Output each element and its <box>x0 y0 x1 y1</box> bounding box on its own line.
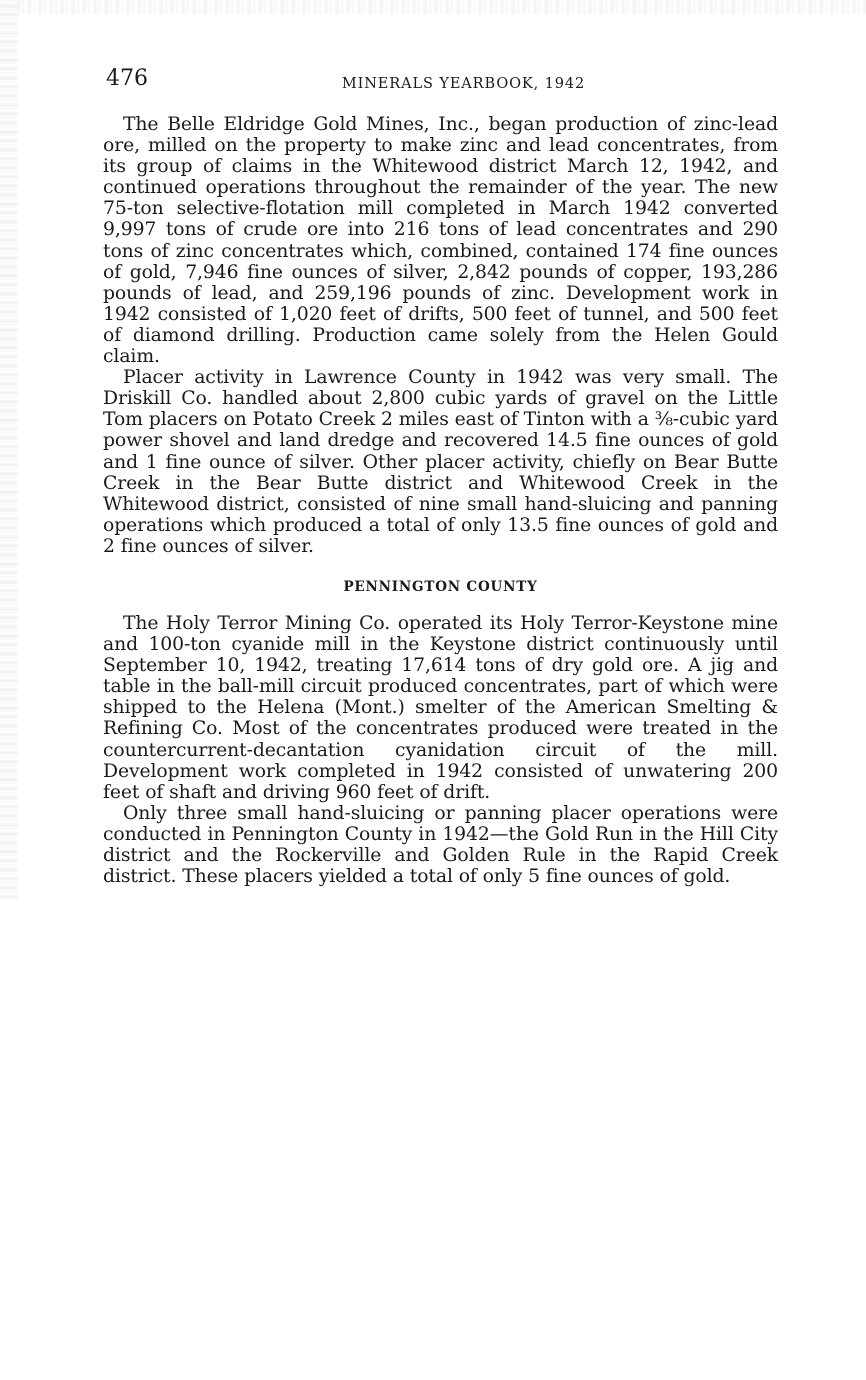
paragraph-pennington-placer: Only three small hand-sluicing or panning placer operations were conducted in Pennington County in 1942—the Gold Run in the Hill City district and the Rockerville and Golden Rule in the Rapid Creek district. These placers yielded a total of only 5 fine ounces of gold. <box>103 802 778 888</box>
document-page <box>103 66 778 887</box>
scan-noise-left-edge <box>0 0 18 900</box>
paragraph-lawrence-placer: Placer activity in Lawrence County in 1942 was very small. The Driskill Co. handled about 2,800 cubic yards of gravel on the Little Tom placers on Potato Creek 2 miles east of Tinton with a ⅜-cubic yard power shovel and land dredge and recovered 14.5 fine ounces of gold and 1 fine ounce of silver. Other placer activity, chiefly on Bear Butte Creek in the Bear Butte district and Whitewood Creek in the Whitewood district, consisted of nine small hand-sluicing and panning operations which produced a total of only 13.5 fine ounces of gold and 2 fine ounces of silver. <box>103 367 778 557</box>
running-title: MINERALS YEARBOOK, 1942 <box>341 76 586 92</box>
paragraph-belle-eldridge: The Belle Eldridge Gold Mines, Inc., began production of zinc-lead ore, milled on the property to make zinc and lead concentrates, from its group of claims in the Whitewood district March 12, 1942, and continued operations throughout the remainder of the year. The new 75-ton selective-flotation mill completed in March 1942 converted 9,997 tons of crude ore into 216 tons of lead concentrates and 290 tons of zinc concentrates which, combined, contained 174 fine ounces of gold, 7,946 fine ounces of silver, 2,842 pounds of copper, 193,286 pounds of lead, and 259,196 pounds of zinc. Development work in 1942 consisted of 1,020 feet of drifts, 500 feet of tunnel, and 500 feet of diamond drilling. Production came solely from the Helen Gould claim. <box>103 114 778 368</box>
running-head <box>103 66 778 96</box>
paragraph-holy-terror: The Holy Terror Mining Co. operated its Holy Terror-Keystone mine and 100-ton cyanide mill in the Keystone district continuously until September 10, 1942, treating 17,614 tons of dry gold ore. A jig and table in the ball-mill circuit produced concentrates, part of which were shipped to the Helena (Mont.) smelter of the American Smelting & Refining Co. Most of the concentrates produced were treated in the countercurrent-decantation cyanidation circuit of the mill. Development work completed in 1942 consisted of unwatering 200 feet of shaft and driving 960 feet of drift. <box>103 612 778 803</box>
page-number: 476 <box>106 66 148 91</box>
section-heading-pennington-county: PENNINGTON COUNTY <box>343 578 538 595</box>
scan-noise-top <box>0 0 866 14</box>
